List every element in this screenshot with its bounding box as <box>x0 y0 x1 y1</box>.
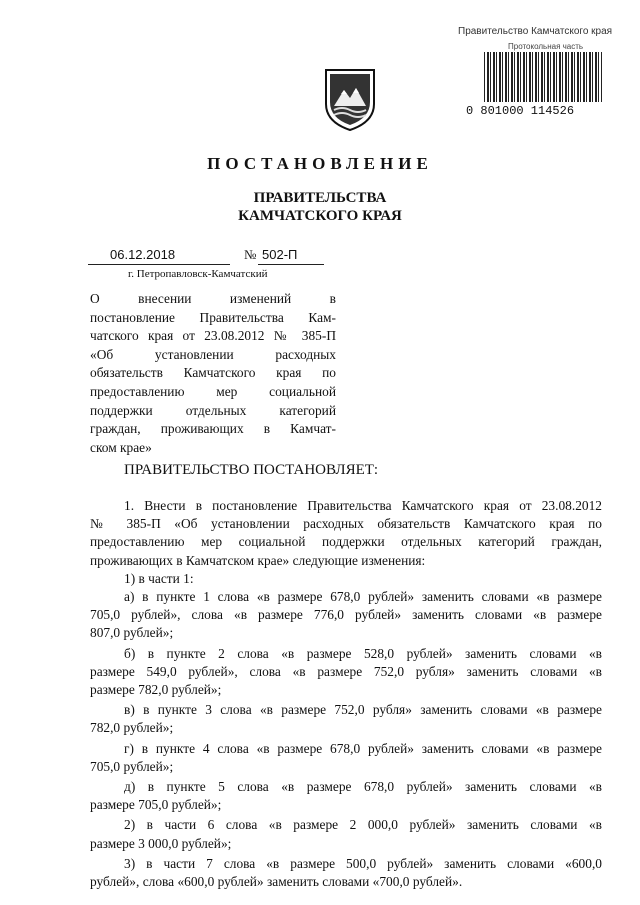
issuer-line-2: КАМЧАТСКОГО КРАЯ <box>238 208 402 224</box>
registration-part: Протокольная часть <box>508 42 584 51</box>
body-line: 782,0 рублей»; <box>90 720 174 736</box>
body-line: проживающих в Камчатском крае» следующие изменения: <box>90 552 426 568</box>
barcode <box>484 52 602 102</box>
subject-line: граждан, проживающих в Камчат- <box>90 421 336 437</box>
body-line: 705,0 рублей», слова «в размере 776,0 рублей» заменить словами «в размере <box>90 607 602 623</box>
body-line: 705,0 рублей»; <box>90 758 174 774</box>
subject-line: предоставлению мер социальной <box>90 383 336 399</box>
document-number: 502-П <box>262 247 298 262</box>
number-underline <box>258 264 324 265</box>
body-line: предоставлению мер социальной поддержки отдельных категорий граждан, <box>90 534 602 550</box>
body-line: № 385-П «Об установлении расходных обязательств Камчатского края по <box>90 516 602 532</box>
body-line: а) в пункте 1 слова «в размере 678,0 рублей» заменить словами «в размере <box>124 589 602 605</box>
document-subject <box>90 290 336 457</box>
body-line: 807,0 рублей»; <box>90 625 174 641</box>
body-line: 1) в части 1: <box>124 570 194 586</box>
body-line: д) в пункте 5 слова «в размере 678,0 рублей» заменить словами «в <box>124 779 602 795</box>
subject-line: «Об установлении расходных <box>90 346 336 362</box>
document-city: г. Петропавловск-Камчатский <box>128 268 268 280</box>
body-line: 2) в части 6 слова «в размере 2 000,0 рублей» заменить словами «в <box>124 817 602 833</box>
document-title: ПОСТАНОВЛЕНИЕ <box>207 154 433 173</box>
subject-line: обязательств Камчатского края по <box>90 365 336 381</box>
body-line: размере 549,0 рублей», слова «в размере 752,0 рубля» заменить словами «в <box>90 663 602 679</box>
issuer-line-1: ПРАВИТЕЛЬСТВА <box>253 190 387 206</box>
body-line: г) в пункте 4 слова «в размере 678,0 рублей» заменить словами «в размере <box>124 740 602 756</box>
coat-of-arms-emblem <box>322 66 378 132</box>
body-line: в) в пункте 3 слова «в размере 752,0 рубля» заменить словами «в размере <box>124 702 602 718</box>
document-body <box>90 497 602 891</box>
number-label: № <box>244 247 257 262</box>
body-line: 1. Внести в постановление Правительства Камчатского края от 23.08.2012 <box>124 498 602 513</box>
body-line: размере 705,0 рублей»; <box>90 797 222 813</box>
body-line: размере 782,0 рублей»; <box>90 682 222 698</box>
registration-number: 0 801000 114526 <box>466 104 575 118</box>
subject-line: ском крае» <box>90 439 152 455</box>
document-date: 06.12.2018 <box>110 247 176 262</box>
body-line: размере 3 000,0 рублей»; <box>90 835 232 851</box>
subject-line: поддержки отдельных категорий <box>90 402 336 418</box>
subject-line: постановление Правительства Кам- <box>90 309 336 325</box>
body-line: б) в пункте 2 слова «в размере 528,0 рублей» заменить словами «в <box>124 645 602 661</box>
resolves-heading: ПРАВИТЕЛЬСТВО ПОСТАНОВЛЯЕТ: <box>124 462 379 478</box>
body-line: рублей», слова «600,0 рублей» заменить словами «700,0 рублей». <box>90 874 463 890</box>
subject-line: чатского края от 23.08.2012 № 385-П <box>90 328 336 344</box>
date-underline <box>88 264 230 265</box>
subject-line: О внесении изменений в <box>90 291 336 306</box>
registration-org: Правительство Камчатского края <box>458 26 613 37</box>
body-line: 3) в части 7 слова «в размере 500,0 рублей» заменить словами «600,0 <box>124 855 602 871</box>
